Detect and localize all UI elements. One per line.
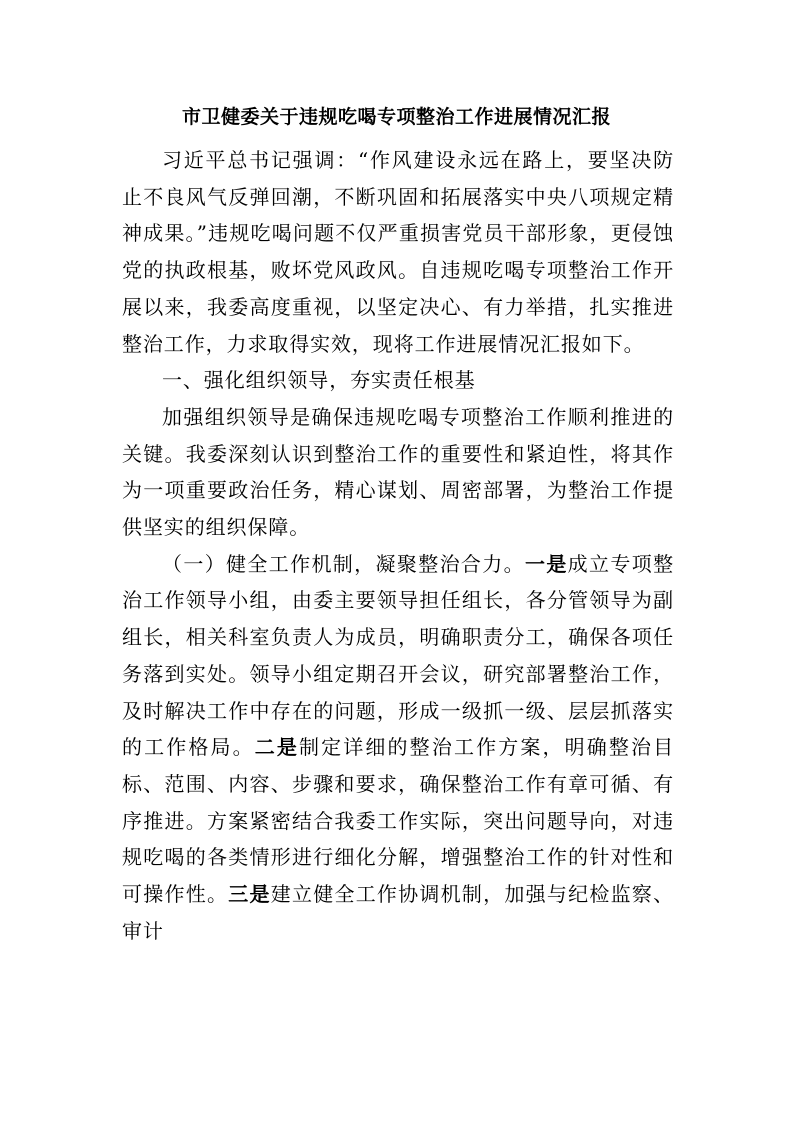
point-lead-1: 一是 — [524, 551, 568, 576]
point-text-2: 制定详细的整治工作方案，明确整治目标、范围、内容、步骤和要求，确保整治工作有章可循、有序推进。方案紧密结合我委工作实际，突出问题导向，对违规吃喝的各类情形进行细化分解，增强整治工作的针对性和可操作性。 — [122, 735, 674, 907]
document-title: 市卫健委关于违规吃喝专项整治工作进展情况汇报 — [181, 106, 611, 128]
document-body — [122, 142, 674, 949]
point-lead-2: 二是 — [254, 735, 300, 760]
section-paragraph: 加强组织领导是确保违规吃喝专项整治工作顺利推进的关键。我委深刻认识到整治工作的重要性和紧迫性，将其作为一项重要政治任务，精心谋划、周密部署，为整治工作提供坚实的组织保障。 — [122, 404, 674, 540]
intro-paragraph: 习近平总书记强调：“作风建设永远在路上，要坚决防止不良风气反弹回潮，不断巩固和拓展落实中央八项规定精神成果。”违规吃喝问题不仅严重损害党员干部形象，更侵蚀党的执政根基，败坏党风政风。自违规吃喝专项整治工作开展以来，我委高度重视，以坚定决心、有力举措，扎实推进整治工作，力求取得实效，现将工作进展情况汇报如下。 — [122, 148, 674, 356]
subsection-heading: （一）健全工作机制，凝聚整治合力。 — [162, 551, 525, 576]
subsection-paragraph — [122, 546, 674, 950]
point-text-3: 建立健全工作协调机制，加强与纪检监察、审计 — [122, 882, 674, 943]
point-lead-3: 三是 — [228, 882, 271, 907]
section-heading: 一、强化组织领导，夯实责任根基 — [162, 368, 476, 393]
point-text-1: 成立专项整治工作领导小组，由委主要领导担任组长，各分管领导为副组长，相关科室负责人为成员，明确职责分工，确保各项任务落到实处。领导小组定期召开会议，研究部署整治工作，及时解决工作中存在的问题，形成一级抓一级、层层抓落实的工作格局。 — [122, 551, 674, 760]
